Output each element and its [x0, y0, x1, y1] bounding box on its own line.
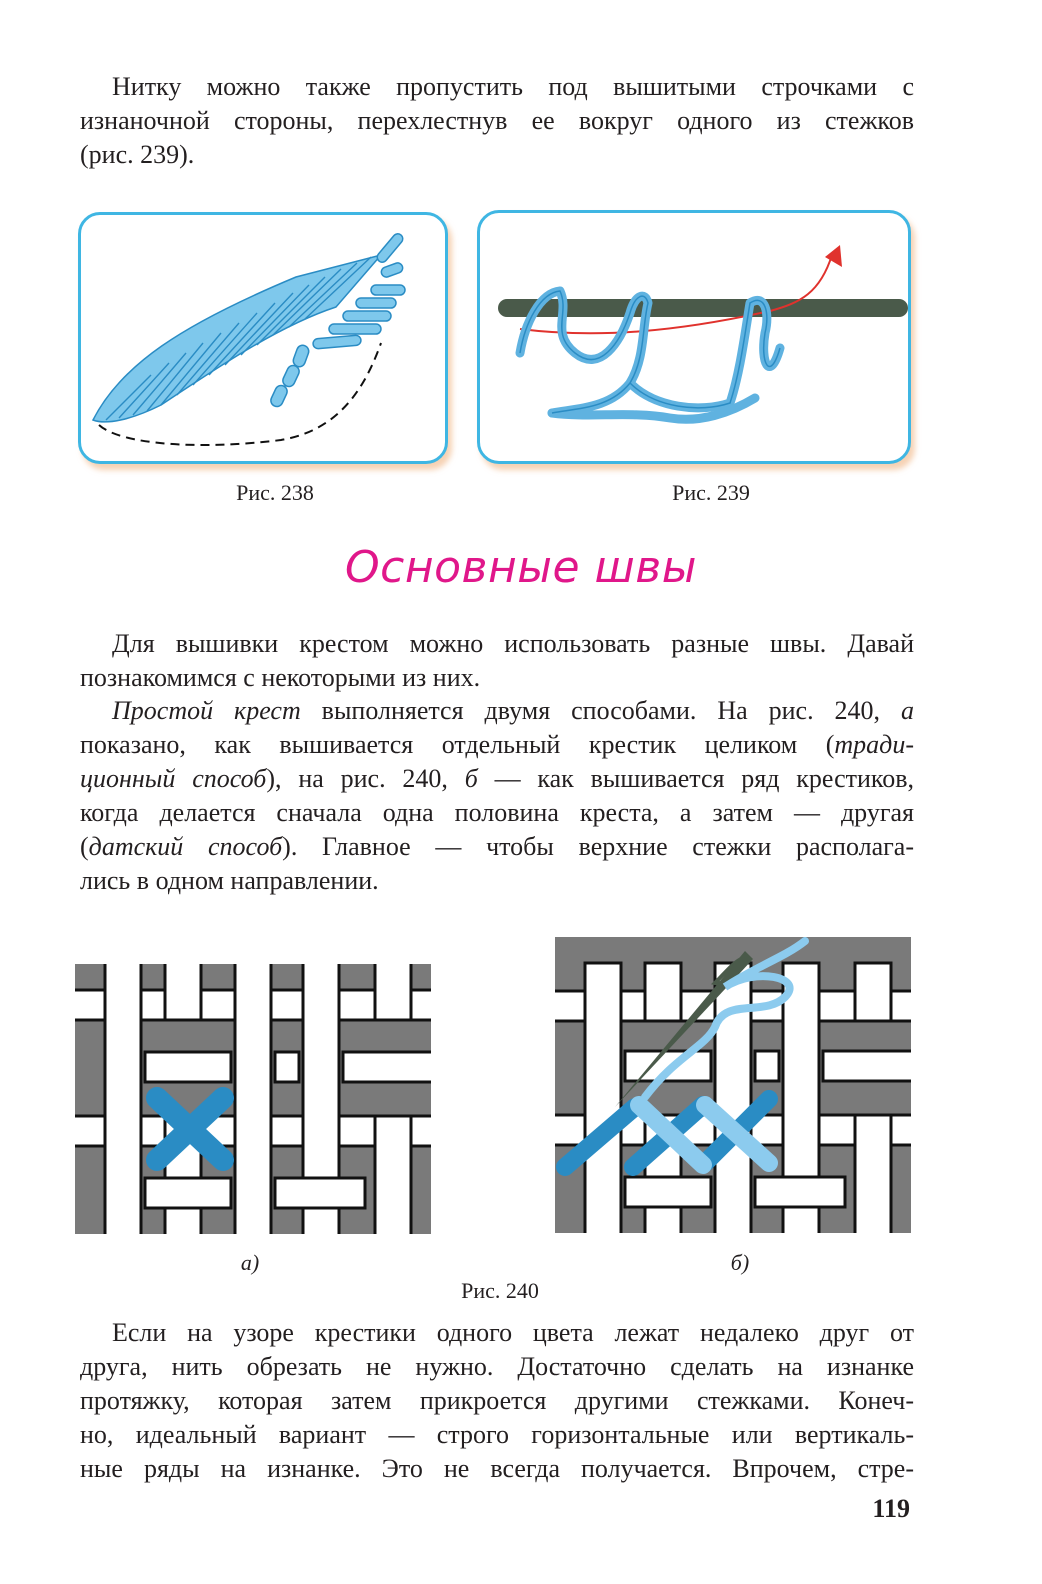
text-line: познакомимся с некоторыми из них.: [80, 663, 481, 692]
paragraph-1: [80, 627, 914, 695]
figure-ref-a: а: [900, 696, 914, 725]
text-line: [80, 762, 914, 796]
label-text: б): [730, 1250, 750, 1275]
label-text: а): [240, 1250, 260, 1275]
figure-240a-label: [220, 1250, 280, 1276]
satin-stitch-illustration: [81, 215, 445, 461]
text-line: друга, нить обрезать не нужно. Достаточно сделать на изнанке: [80, 1352, 914, 1381]
text-line: когда делается сначала одна половина креста, а затем — другая: [80, 798, 914, 827]
figure-239-caption: Рис. 239: [672, 480, 750, 505]
figure-238-frame: [78, 212, 448, 464]
text-fragment: выполняется двумя способами. На рис. 240,: [300, 696, 901, 725]
term-simple-cross: Простой крест: [112, 696, 301, 725]
figure-240-caption: Рис. 240: [461, 1278, 539, 1303]
thread-securing-illustration: [480, 213, 908, 461]
text-fragment: (: [80, 832, 89, 861]
figure-240a-illustration: [75, 964, 431, 1234]
text-fragment: показано, как вышивается отдельный крестик целиком (: [80, 730, 835, 759]
text-line: ные ряды на изнанке. Это не всегда получается. Впрочем, стре-: [80, 1454, 914, 1483]
text-line: но, идеальный вариант — строго горизонтальные или вертикаль-: [80, 1420, 914, 1449]
text-line: изнаночной стороны, перехлестнув ее вокруг одного из стежков: [80, 106, 914, 135]
figure-240b-illustration: [555, 937, 911, 1233]
text-line: Если на узоре крестики одного цвета лежат недалеко друг от: [112, 1318, 914, 1347]
text-fragment: ). Главное — чтобы верхние стежки располага-: [282, 832, 914, 861]
figure-ref-b: б: [464, 764, 478, 793]
figure-238-caption: Рис. 238: [236, 480, 314, 505]
term-traditional-end: ционный способ: [80, 764, 267, 793]
page-number: 119: [872, 1494, 910, 1523]
text-fragment: ), на рис. 240,: [266, 764, 465, 793]
text-line: Для вышивки крестом можно использовать разные швы. Давай: [112, 629, 914, 658]
text-line: лись в одном направлении.: [80, 866, 379, 895]
text-fragment: — как вышивается ряд крестиков,: [477, 764, 914, 793]
text-line: [80, 694, 914, 728]
term-traditional: тради-: [834, 730, 914, 759]
text-line: [80, 728, 914, 762]
section-heading: Основные швы: [345, 542, 697, 593]
term-danish: датский способ: [88, 832, 283, 861]
paragraph-2: [80, 694, 914, 898]
text-line: Нитку можно также пропустить под вышитыми строчками с: [112, 72, 914, 101]
intro-paragraph: [80, 70, 914, 172]
text-line: протяжку, которая затем прикроется другими стежками. Конеч-: [80, 1386, 914, 1415]
figure-240b-label: [710, 1250, 770, 1276]
text-line: (рис. 239).: [80, 140, 195, 169]
text-line: [80, 830, 914, 864]
paragraph-3: [80, 1316, 914, 1486]
figure-239-frame: [477, 210, 911, 464]
